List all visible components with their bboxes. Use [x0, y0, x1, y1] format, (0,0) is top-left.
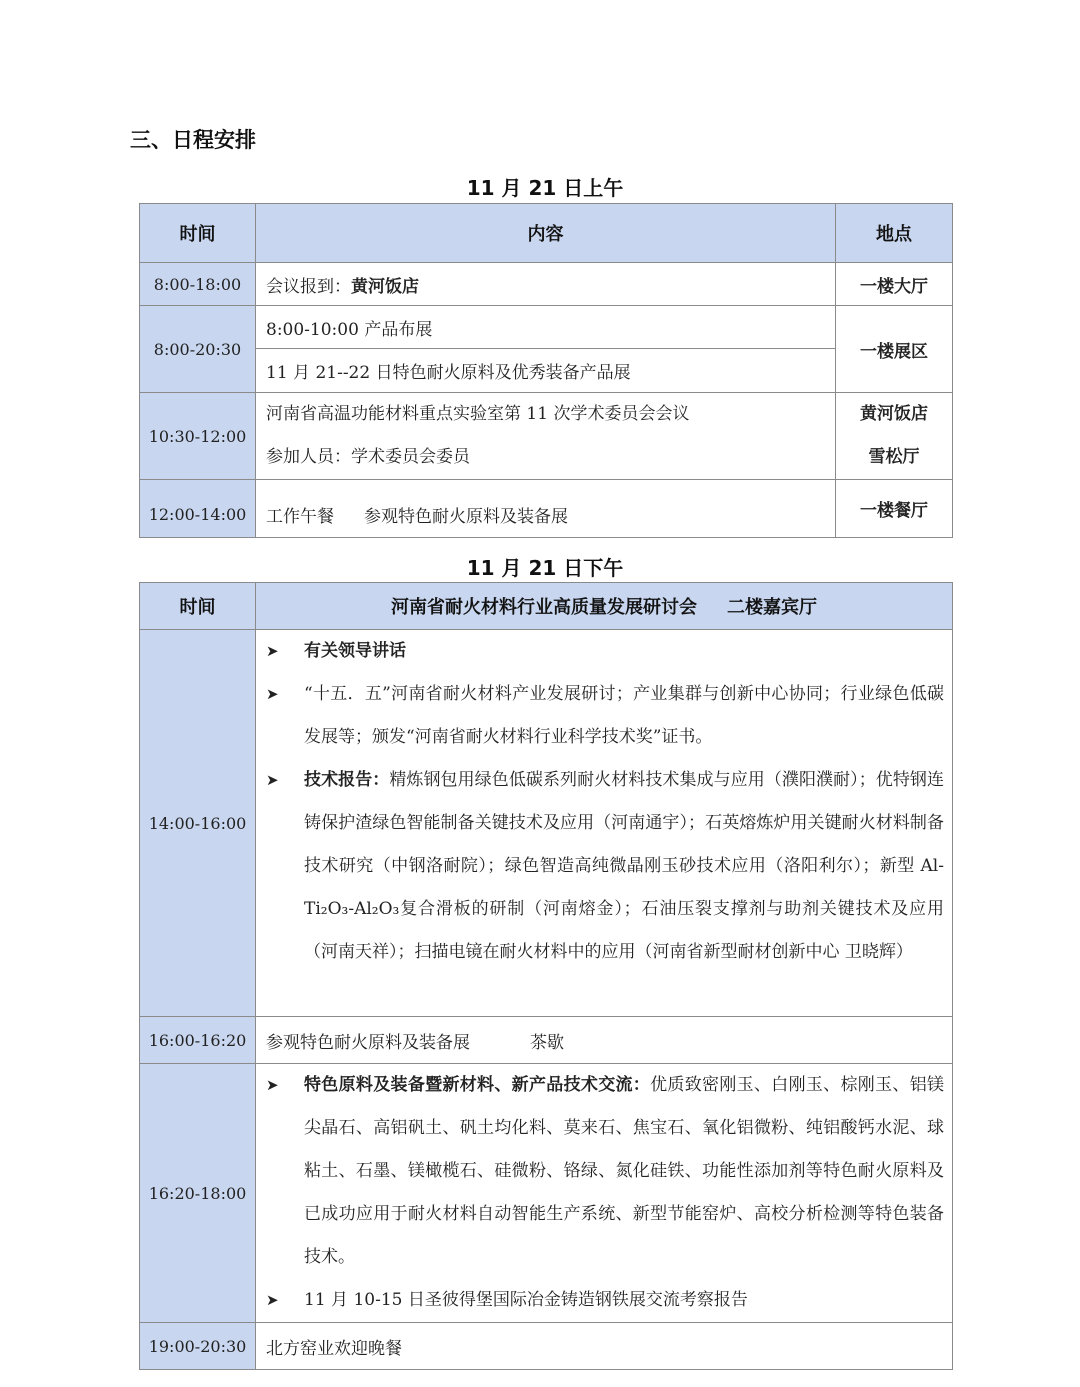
bullet-item: ➤ 11 月 10-15 日圣彼得堡国际冶金铸造钢铁展交流考察报告	[266, 1279, 944, 1322]
content-cell: 11 月 21--22 日特色耐火原料及优秀装备产品展	[256, 349, 836, 393]
content-cell	[256, 1017, 953, 1064]
place-cell: 一楼餐厅	[836, 480, 953, 538]
content-cell: 8:00-10:00 产品布展	[256, 306, 836, 349]
place-cell: 一楼大厅	[836, 263, 953, 306]
venue-text: 黄河饭店	[351, 276, 419, 297]
place-cell: 一楼展区	[836, 306, 953, 393]
bullet-item: ➤ 有关领导讲话	[266, 630, 944, 673]
section-title: 三、日程安排	[130, 128, 256, 152]
time-cell: 10:30-12:00	[140, 393, 256, 480]
session-venue: 二楼嘉宾厅	[727, 597, 817, 618]
arrowhead-bullet-icon: ➤	[266, 685, 279, 703]
content-line: 河南省高温功能材料重点实验室第 11 次学术委员会会议	[266, 404, 690, 424]
content-cell: 北方窑业欢迎晚餐	[256, 1323, 953, 1370]
table-row	[140, 306, 953, 349]
content-text: 参观特色耐火原料及装备展	[266, 1032, 470, 1053]
table-row	[140, 630, 953, 1017]
time-cell: 8:00-18:00	[140, 263, 256, 306]
table-row	[140, 1064, 953, 1323]
session-title: 河南省耐火材料行业高质量发展研讨会	[391, 597, 697, 618]
arrowhead-bullet-icon: ➤	[266, 1291, 279, 1309]
table-row	[140, 263, 953, 306]
header-time: 时间	[140, 204, 256, 263]
content-cell	[256, 1064, 953, 1323]
content-text: 茶歇	[530, 1032, 564, 1053]
content-line: 参加人员：学术委员会委员	[266, 447, 470, 467]
place-line: 黄河饭店	[860, 404, 928, 424]
bullet-item: ➤ “十五．五”河南省耐火材料产业发展研讨；产业集群与创新中心协同；行业绿色低碳发展等；颁发“河南省耐火材料行业科学技术奖”证书。	[266, 673, 944, 759]
arrowhead-bullet-icon: ➤	[266, 642, 279, 660]
morning-schedule-table	[139, 203, 953, 538]
content-cell	[256, 630, 953, 1017]
content-text: 参观特色耐火原料及装备展	[364, 507, 568, 527]
bullet-item: ➤ 技术报告：精炼钢包用绿色低碳系列耐火材料技术集成与应用（濮阳濮耐）；优特钢连铸保护渣绿色智能制备关键技术及应用（河南通宇）；石英熔炼炉用关键耐火材料制备技术研究（中钢洛耐院）；绿色智造高纯微晶刚玉砂技术应用（洛阳利尔）；新型 Al-Ti₂O₃-Al₂O₃复合滑板的研制（河南熔金）；石油压裂支撑剂与助剂关键技术及应用（河南天祥）；扫描电镜在耐火材料中的应用（河南省新型耐材创新中心 卫晓辉）	[266, 759, 944, 974]
place-line: 雪松厅	[868, 447, 920, 467]
table2-title: 11 月 21 日下午	[466, 556, 624, 580]
content-cell	[256, 263, 836, 306]
time-cell: 16:20-18:00	[140, 1064, 256, 1323]
header-content: 内容	[256, 204, 836, 263]
table-row	[140, 1323, 953, 1370]
bullet-item: ➤ 特色原料及装备暨新材料、新产品技术交流：优质致密刚玉、白刚玉、棕刚玉、铝镁尖晶石、高铝矾土、矾土均化料、莫来石、焦宝石、氧化铝微粉、纯铝酸钙水泥、球粘土、石墨、镁橄榄石、硅微粉、铬绿、氮化硅铁、功能性添加剂等特色耐火原料及已成功应用于耐火材料自动智能生产系统、新型节能窑炉、高校分析检测等特色装备技术。	[266, 1064, 944, 1279]
table-row	[140, 1017, 953, 1064]
table-row	[140, 393, 953, 480]
afternoon-schedule-table	[139, 582, 953, 1370]
content-cell	[256, 393, 836, 480]
content-text: 会议报到：	[266, 276, 351, 297]
time-cell: 19:00-20:30	[140, 1323, 256, 1370]
time-cell: 8:00-20:30	[140, 306, 256, 393]
header-time: 时间	[140, 583, 256, 630]
time-cell: 16:00-16:20	[140, 1017, 256, 1064]
table-row	[140, 480, 953, 538]
header-place: 地点	[836, 204, 953, 263]
time-cell: 14:00-16:00	[140, 630, 256, 1017]
time-cell: 12:00-14:00	[140, 480, 256, 538]
content-cell	[256, 480, 836, 538]
header-session	[256, 583, 953, 630]
arrowhead-bullet-icon: ➤	[266, 1076, 279, 1094]
arrowhead-bullet-icon: ➤	[266, 771, 279, 789]
table-row	[140, 349, 953, 393]
table1-title: 11 月 21 日上午	[466, 176, 624, 200]
place-cell	[836, 393, 953, 480]
content-text: 工作午餐	[266, 507, 334, 527]
